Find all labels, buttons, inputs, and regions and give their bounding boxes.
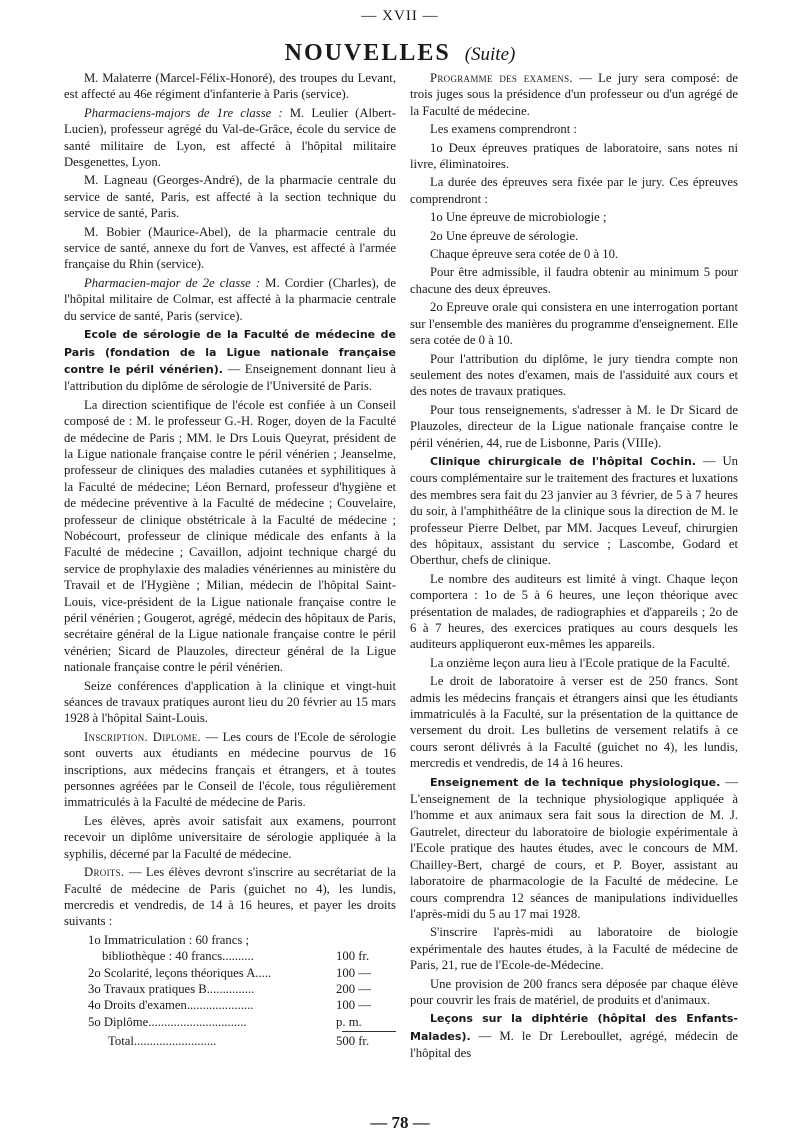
fee-row: 5o Diplôme............................... p. m.	[88, 1014, 362, 1029]
page-title	[0, 40, 800, 67]
paragraph: Programme des examens. — Le jury sera composé: de trois juges sous la présidence d'un professeur ou d'un agrégé de la Faculté de médecine.	[410, 71, 738, 118]
paragraph: 2o Epreuve orale qui consistera en une interrogation portant sur l'ensemble des manières du programme d'enseignement. Elle sera cotée de 0 à 10.	[410, 300, 738, 348]
paragraph: Pharmacien-major de 2e classe : M. Cordier (Charles), de l'hôpital militaire de Colmar, est affecté à la pharmacie centrale du service de santé, Paris (service).	[64, 275, 396, 323]
paragraph: La durée des épreuves sera fixée par le jury. Ces épreuves comprendront :	[410, 175, 738, 206]
fees-list	[88, 932, 396, 1050]
paragraph-label: Programme des examens.	[430, 71, 573, 85]
paragraph: Les examens comprendront :	[430, 122, 577, 137]
paragraph: Droits. — Les élèves devront s'inscrire au secrétariat de la Faculté de médecine de Paris (guichet no 4), les lundis, mercredis et vendredis, de 14 à 16 heures, et payer les droits suivants :	[64, 865, 396, 929]
page-number: — 78 —	[370, 1113, 430, 1132]
right-column	[410, 70, 738, 1064]
paragraph: 2o Une épreuve de sérologie.	[430, 228, 579, 243]
section-heading: Enseignement de la technique physiologique.	[430, 775, 721, 789]
section-title: NOUVELLES	[284, 40, 451, 66]
paragraph: Leçons sur la diphtérie (hôpital des Enfants-Malades). — M. le Dr Lereboullet, agrégé, médecin de l'hôpital des	[410, 1012, 739, 1061]
paragraph: Pour tous renseignements, s'adresser à M. le Dr Sicard de Plauzoles, directeur de la Ligue nationale française contre le péril vénérien, 44, rue de Lisbonne, Paris (VIIIe).	[410, 402, 738, 450]
paragraph-label: Droits.	[84, 865, 125, 880]
roman-page-numeral: — XVII —	[361, 8, 439, 24]
paragraph: 1o Une épreuve de microbiologie ;	[430, 210, 607, 225]
paragraph: Enseignement de la technique physiologique. — L'enseignement de la technique physiologique appliquée à l'homme et aux animaux sera fait sous la direction de M. J. Gautrelet, directeur du laboratoire de biologie expérimentale à l'Ecole pratique des hautes études, avec le concours de MM. Chailley-Bert, chargé de cours, et P. Boyer, assistant au laboratoire de pharmacologie de la Faculté de médecine. Le cours comprendra 12 séances de manipulations individuelles l'après-midi du 5 au 17 mai 1928.	[410, 774, 739, 921]
paragraph: M. Lagneau (Georges-André), de la pharmacie centrale du service de santé, Paris, est affecté à la section technique du service de santé, Paris.	[64, 173, 396, 221]
paragraph: Inscription. Diplome. — Les cours de l'Ecole de sérologie sont ouverts aux étudiants en médecine pourvus de 16 inscriptions, aux médecins français et étrangers, et à toutes personnes agréées par le Conseil de l'école, tous régulièrement immatriculés à la Faculté de médecine de Paris.	[64, 729, 396, 810]
paragraph-label: Pharmaciens-majors de 1re classe :	[84, 105, 283, 120]
fee-row: 2o Scolarité, leçons théoriques A..... 100 —	[88, 965, 371, 980]
section-heading: Leçons sur la diphtérie (hôpital des Enfants-Malades).	[410, 1012, 738, 1043]
section-title-suite: (Suite)	[464, 44, 516, 65]
section-heading: Ecole de sérologie de la Faculté de médecine de Paris (fondation de la Ligue nationale française contre le péril vénérien).	[64, 328, 396, 376]
paragraph: Les élèves, après avoir satisfait aux examens, pourront recevoir un diplôme universitaire de sérologie appliquée à la syphilis, décerné par la Faculté de médecine.	[64, 813, 396, 861]
paragraph: Une provision de 200 francs sera déposée par chaque élève pour couvrir les frais de matériel, de produits et d'animaux.	[410, 976, 738, 1007]
paragraph: Le nombre des auditeurs est limité à vingt. Chaque leçon comportera : 1o de 5 à 6 heures, une leçon théorique avec présentation de malades, de radiographies et d'appareils ; 2o de 6 à 7 heures, des exercices pratiques au cours desquels les auditeurs appliqueront eux-mêmes les appareils.	[410, 571, 738, 652]
paragraph: 1o Deux épreuves pratiques de laboratoire, sans notes ni livre, éliminatoires.	[410, 140, 738, 172]
fee-row: 4o Droits d'examen..................... 100 —	[88, 998, 371, 1013]
fee-row: bibliothèque : 40 francs.......... 100 fr.	[102, 949, 370, 964]
paragraph: La direction scientifique de l'école est confiée à un Conseil composé de : M. le professeur G.-H. Roger, doyen de la Faculté de médecine de Paris ; MM. le Drs Louis Queyrat, président de la Ligue nationale française contre le péril vénérien ; Jeanselme, professeur de cliniques des maladies cutanées et syphilitiques à la Faculté de médecine; Léon Bernard, professeur d'hygiène et de médecine préventive à la Faculté de médecine ; Couvelaire, professeur de clinique obstétricale à la Faculté de médecine ; Nobécourt, professeur de clinique médicale des enfants à la Faculté de médecine ; Cavaillon, adjoint technique chargé du service de prophylaxie des maladies vénériennes au ministère du Travail et de l'Hygiène ; Milian, médecin de l'hôpital Saint-Louis, vice-président de la Ligue nationale française contre le péril vénérien ; Gougerot, agrégé, médecin des hôpitaux de Paris, secrétaire général de la Ligue nationale française contre le péril vénérien; Sicard de Plauzoles, directeur général de la Ligue nationale française contre le péril vénérien.	[64, 397, 396, 675]
section-heading: Clinique chirurgicale de l'hôpital Cochin.	[430, 454, 696, 468]
fee-row: 1o Immatriculation : 60 francs ;	[88, 932, 250, 947]
paragraph: La onzième leçon aura lieu à l'Ecole pratique de la Faculté.	[430, 655, 730, 670]
paragraph: Pharmaciens-majors de 1re classe : M. Leulier (Albert-Lucien), professeur agrégé du Val-de-Grâce, école du service de santé militaire de Lyon, est affecté à l'hôpital militaire Desgenettes, Lyon.	[64, 105, 397, 170]
paragraph: S'inscrire l'après-midi au laboratoire de biologie expérimentale des hautes études, à la Faculté de médecine de Paris, 21, rue de l'Ecole-de-Médecine.	[410, 925, 738, 973]
paragraph: Chaque épreuve sera cotée de 0 à 10.	[430, 247, 619, 262]
paragraph: Seize conférences d'application à la clinique et vingt-huit séances de travaux pratiques auront lieu du 20 février au 15 mars 1928 à l'hôpital Saint-Louis.	[64, 678, 396, 726]
left-column	[64, 70, 396, 1054]
paragraph: Pour être admissible, il faudra obtenir au minimum 5 pour chacune des deux épreuves.	[410, 265, 738, 296]
paragraph-label: Pharmacien-major de 2e classe :	[84, 275, 261, 290]
paragraph: Le droit de laboratoire à verser est de 250 francs. Sont admis les médecins français et étrangers ainsi que les étudiants immatriculés à la Faculté, sur la présentation de la quittance de versement du droit. Les bulletins de versement relatifs à ce cours seront délivrés à la Faculté (guichet no 4), les lundis, mercredis et vendredis, de 14 à 16 heures.	[410, 674, 738, 771]
paragraph: Clinique chirurgicale de l'hôpital Cochin. — Un cours complémentaire sur le traitement des fractures et luxations des membres sera fait du 23 janvier au 3 février, de 5 à 7 heures du soir, à l'amphithéâtre de la clinique sous la direction de M. le professeur Pierre Delbet, par MM. Jacques Leveuf, chirurgien des hôpitaux, assistant du service ; Lascombe, Godard et Oberthur, chefs de clinique.	[410, 453, 738, 568]
fee-total-row: Total.......................... 500 fr.	[108, 1034, 370, 1049]
total-rule	[342, 1031, 396, 1032]
paragraph: Ecole de sérologie de la Faculté de médecine de Paris (fondation de la Ligue nationale française contre le péril vénérien). — Enseignement donnant lieu à l'attribution du diplôme de sérologie de l'Université de Paris.	[64, 328, 397, 394]
paragraph: M. Malaterre (Marcel-Félix-Honoré), des troupes du Levant, est affecté au 46e régiment d'infanterie à Paris (service).	[64, 71, 396, 102]
paragraph: M. Bobier (Maurice-Abel), de la pharmacie centrale du service de santé, annexe du fort de Vanves, est affecté à l'armée française du Rhin (service).	[64, 224, 396, 272]
fee-row: 3o Travaux pratiques B............... 200 —	[88, 981, 371, 996]
paragraph: Pour l'attribution du diplôme, le jury tiendra compte non seulement des notes d'examen, mais de l'assiduité aux cours et des notes de travaux pratiques.	[410, 351, 738, 399]
paragraph-label: Inscription. Diplome.	[84, 729, 202, 744]
